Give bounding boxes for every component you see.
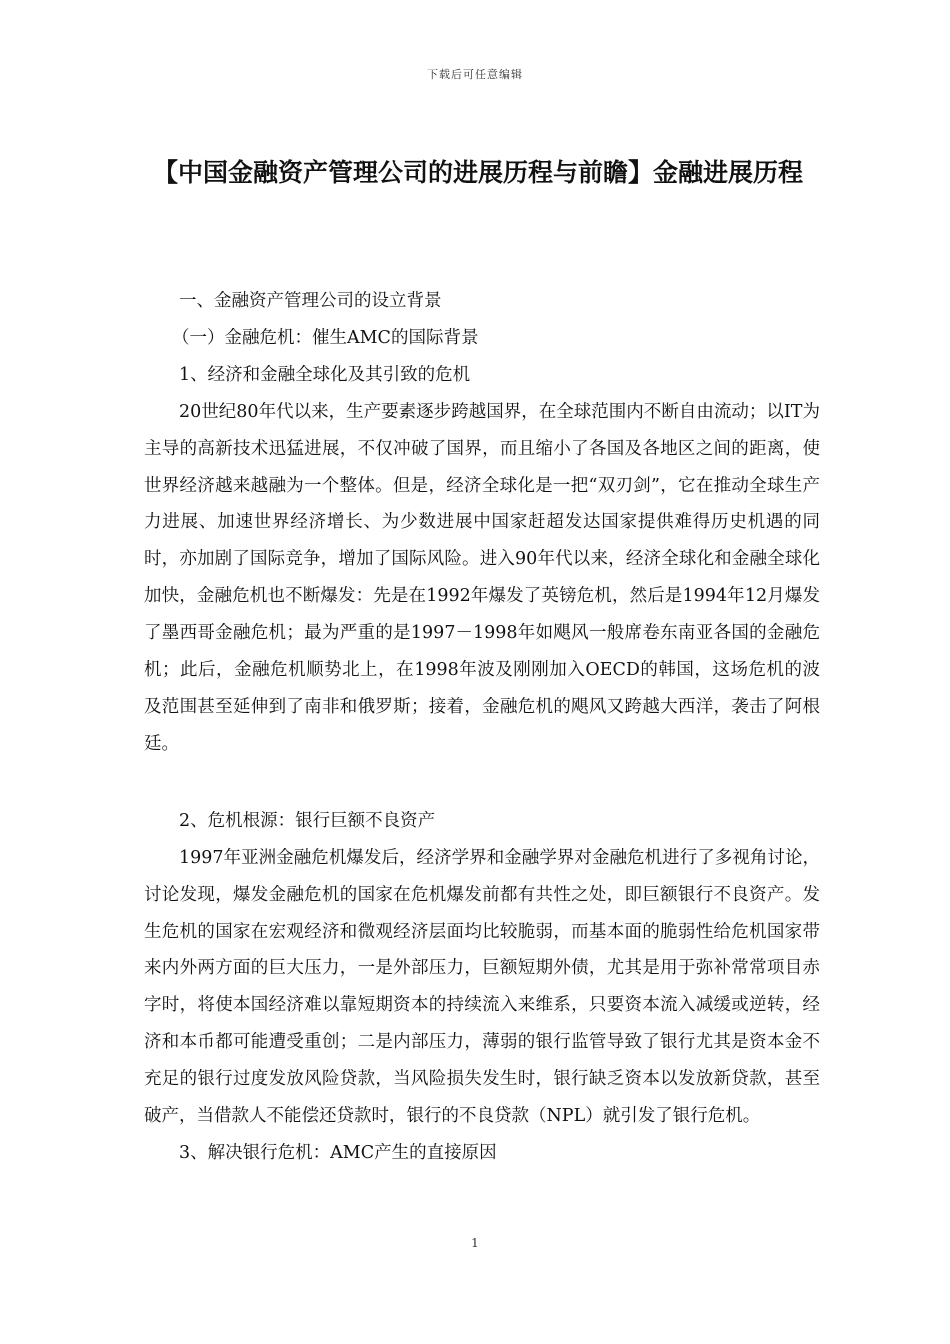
paragraph-1: 20世纪80年代以来，生产要素逐步跨越国界，在全球范围内不断自由流动；以IT为主导的高新技术迅猛进展，不仅冲破了国界，而且缩小了各国及各地区之间的距离，使世界经济越来越融为一个整体。但是，经济全球化是一把“双刃剑”，它在推动全球生产力进展、加速世界经济增长、为少数进展中国家赶超发达国家提供难得历史机遇的同时，亦加剧了国际竞争，增加了国际风险。进入90年代以来，经济全球化和金融全球化加快，金融危机也不断爆发：先是在1992年爆发了英镑危机，然后是1994年12月爆发了墨西哥金融危机；最为严重的是1997－1998年如飓风一般席卷东南亚各国的金融危机；此后，金融危机顺势北上，在1998年波及刚刚加入OECD的韩国，这场危机的波及范围甚至延伸到了南非和俄罗斯；接着，金融危机的飓风又跨越大西洋，袭击了阿根廷。 <box>144 401 820 754</box>
document-title: 【中国金融资产管理公司的进展历程与前瞻】金融进展历程 <box>152 158 803 187</box>
page-header-note: 下载后可任意编辑 <box>427 68 523 81</box>
item-heading-3: 3、解决银行危机：AMC产生的直接原因 <box>179 1142 497 1163</box>
page-number: 1 <box>471 1236 479 1250</box>
section-heading-1: 一、金融资产管理公司的设立背景 <box>179 291 442 311</box>
paragraph-spacer <box>144 763 820 803</box>
document-body <box>144 283 820 1172</box>
paragraph-2: 1997年亚洲金融危机爆发后，经济学界和金融学界对金融危机进行了多视角讨论，讨论发现，爆发金融危机的国家在危机爆发前都有共性之处，即巨额银行不良资产。发生危机的国家在宏观经济和微观经济层面均比较脆弱，而基本面的脆弱性给危机国家带来内外两方面的巨大压力，一是外部压力，巨额短期外债，尤其是用于弥补常常项目赤字时，将使本国经济难以靠短期资本的持续流入来维系，只要资本流入减缓或逆转，经济和本币都可能遭受重创；二是内部压力，薄弱的银行监管导致了银行尤其是资本金不充足的银行过度发放风险贷款，当风险损失发生时，银行缺乏资本以发放新贷款，甚至破产，当借款人不能偿还贷款时，银行的不良贷款（NPL）就引发了银行危机。 <box>144 847 820 1127</box>
item-heading-1: 1、经济和金融全球化及其引致的危机 <box>179 364 471 385</box>
item-heading-2: 2、危机根源：银行巨额不良资产 <box>179 810 436 831</box>
subsection-heading-1-1: （一）金融危机：催生AMC的国际背景 <box>172 327 479 348</box>
